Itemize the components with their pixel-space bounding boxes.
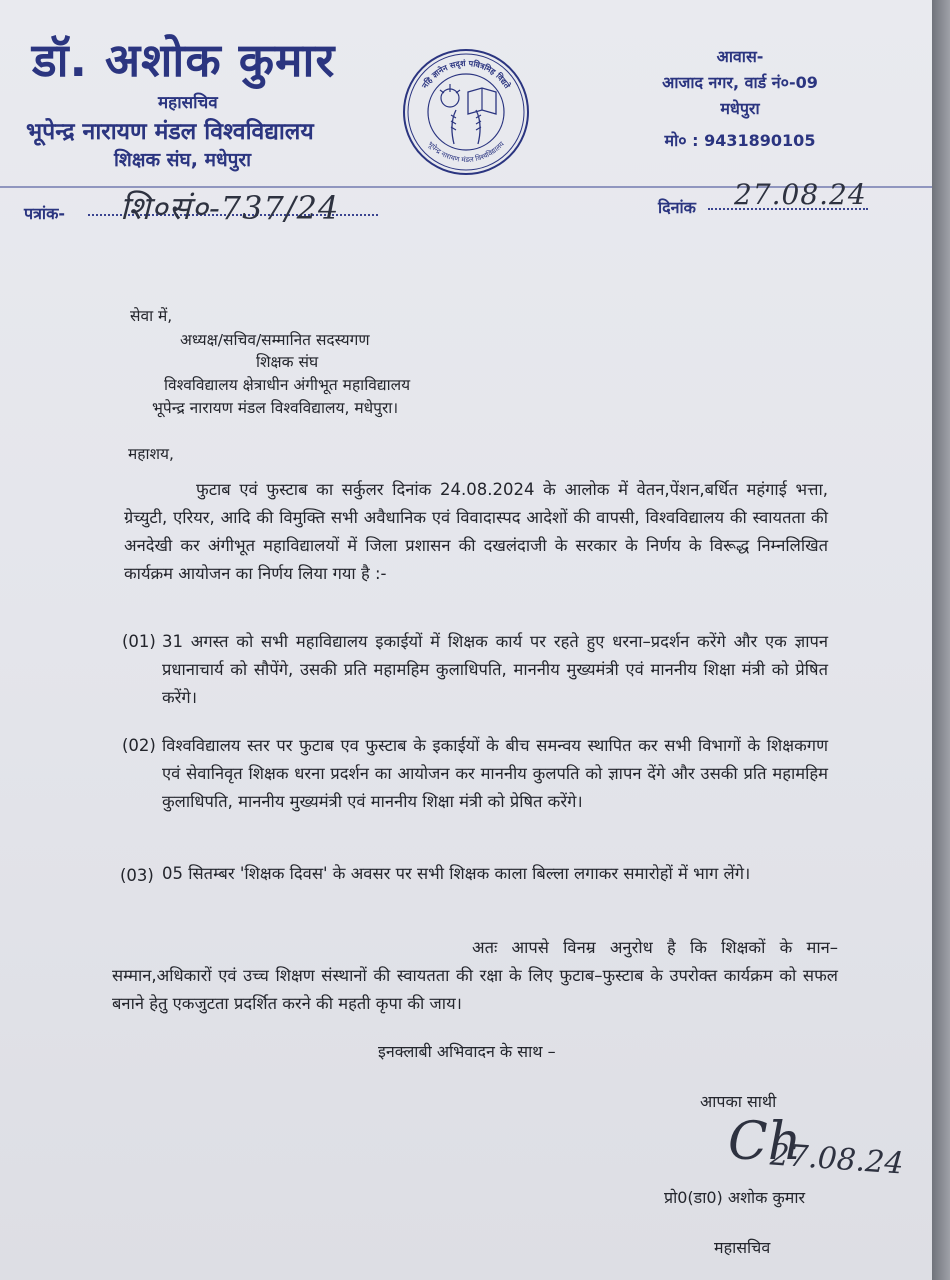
date-label: दिनांक [658, 198, 696, 217]
point-1-text: 31 अगस्त को सभी महाविद्यालय इकाईयों में शिक्षक कार्य पर रहते हुए धरना–प्रदर्शन करेंगे और एक ज्ञापन प्रधानाचार्य को सौपेंगे, उसकी प्रति महामहिम कुलाधिपति, माननीय मुख्यमंत्री एवं माननीय शिक्षा मंत्री को प्रेषित करेंगे। [162, 632, 828, 707]
signature-yours: आपका साथी [700, 1092, 777, 1111]
letterhead-university: भूपेन्द्र नारायण मंडल विश्वविद्यालय [26, 119, 314, 145]
salutation: महाशय, [128, 445, 174, 463]
reference-label: पत्रांक- [24, 204, 65, 223]
addressee-line-1: अध्यक्ष/सचिव/सम्मानित सदस्यगण [180, 331, 370, 349]
mobile-number: मो० : 9431890105 [664, 131, 816, 150]
point-3-text: 05 सितम्बर 'शिक्षक दिवस' के अवसर पर सभी शिक्षक काला बिल्ला लगाकर समारोहों में भाग लेंगे। [162, 864, 751, 883]
background-edge [932, 0, 950, 1280]
signatory-title: महासचिव [714, 1238, 771, 1257]
signature-handwritten: Ch [728, 1112, 802, 1172]
intro-paragraph: फुटाब एवं फुस्टाब का सर्कुलर दिनांक 24.08.2024 के आलोक में वेतन,पेंशन,बर्धित महंगाई भत्ता, ग्रेच्युटी, एरियर, आदि की विमुक्ति सभी अवैधानिक एवं विवादास्पद आदेशों की वापसी, विश्वविद्यालय की स्वायतता की अनदेखी कर अंगीभूत महाविद्यालयों में जिला प्रशासन की दखलंदाजी के सरकार के निर्णय के विरूद्ध निम्नलिखित कार्यक्रम आयोजन का निर्णय लिया गया है :- [124, 480, 828, 583]
address-line-2: मधेपुरा [720, 99, 760, 118]
point-3-number: (03) [120, 866, 154, 885]
address-label: आवास- [716, 47, 764, 66]
date-handwritten: 27.08.24 [734, 178, 867, 211]
closing-greeting: इनक्लाबी अभिवादन के साथ – [378, 1042, 556, 1061]
addressee-line-3: विश्वविद्यालय क्षेत्राधीन अंगीभूत महाविद्यालय [164, 376, 411, 394]
reference-number-handwritten: शि०सं०-737/24 [120, 189, 340, 227]
request-paragraph: अतः आपसे विनम्र अनुरोध है कि शिक्षकों के मान–सम्मान,अधिकारों एवं उच्च शिक्षण संस्थानों की स्वायतता की रक्षा के लिए फुटाब–फुस्टाब के उपरोक्त कार्यक्रम को सफल बनाने हेतु एकजुटता प्रदर्शित करने की महती कृपा की जाय। [112, 938, 838, 1013]
addressee-prefix: सेवा में, [130, 307, 173, 325]
point-2-text: विश्वविद्यालय स्तर पर फुटाब एव फुस्टाब के इकाईयों के बीच समन्वय स्थापित कर सभी विभागों के शिक्षकगण एवं सेवानिवृत शिक्षक धरना प्रदर्शन का आयोजन कर माननीय कुलपति को ज्ञापन देंगे और उसकी प्रति महामहिम कुलाधिपति, माननीय मुख्यमंत्री एवं माननीय शिक्षा मंत्री को प्रेषित करेंगे। [162, 736, 828, 811]
letterhead-union: शिक्षक संघ, मधेपुरा [114, 149, 252, 171]
addressee-line-2: शिक्षक संघ [256, 353, 319, 371]
address-line-1: आजाद नगर, वार्ड नं०-09 [662, 73, 818, 92]
addressee-line-4: भूपेन्द्र नारायण मंडल विश्वविद्यालय, मधेपुरा। [152, 399, 399, 417]
letterhead-name: डॉ. अशोक कुमार [32, 33, 336, 87]
point-1-number: (01) [122, 632, 156, 651]
signatory-name: प्रो0(डा0) अशोक कुमार [664, 1188, 806, 1207]
seal-text-top: नहि ज्ञानेन सदृशं पवित्रमिह विद्यते [420, 58, 512, 90]
letterhead-address [620, 44, 860, 154]
letterhead-designation: महासचिव [158, 93, 218, 113]
point-2-number: (02) [122, 736, 156, 755]
signature-date-handwritten: 27.08.24 [768, 1137, 905, 1182]
svg-text:भूपेन्द्र नारायण मंडल विश्वविद [426, 139, 506, 164]
university-seal-icon [402, 48, 530, 176]
seal-text-bottom: भूपेन्द्र नारायण मंडल विश्वविद्यालय [426, 140, 506, 165]
